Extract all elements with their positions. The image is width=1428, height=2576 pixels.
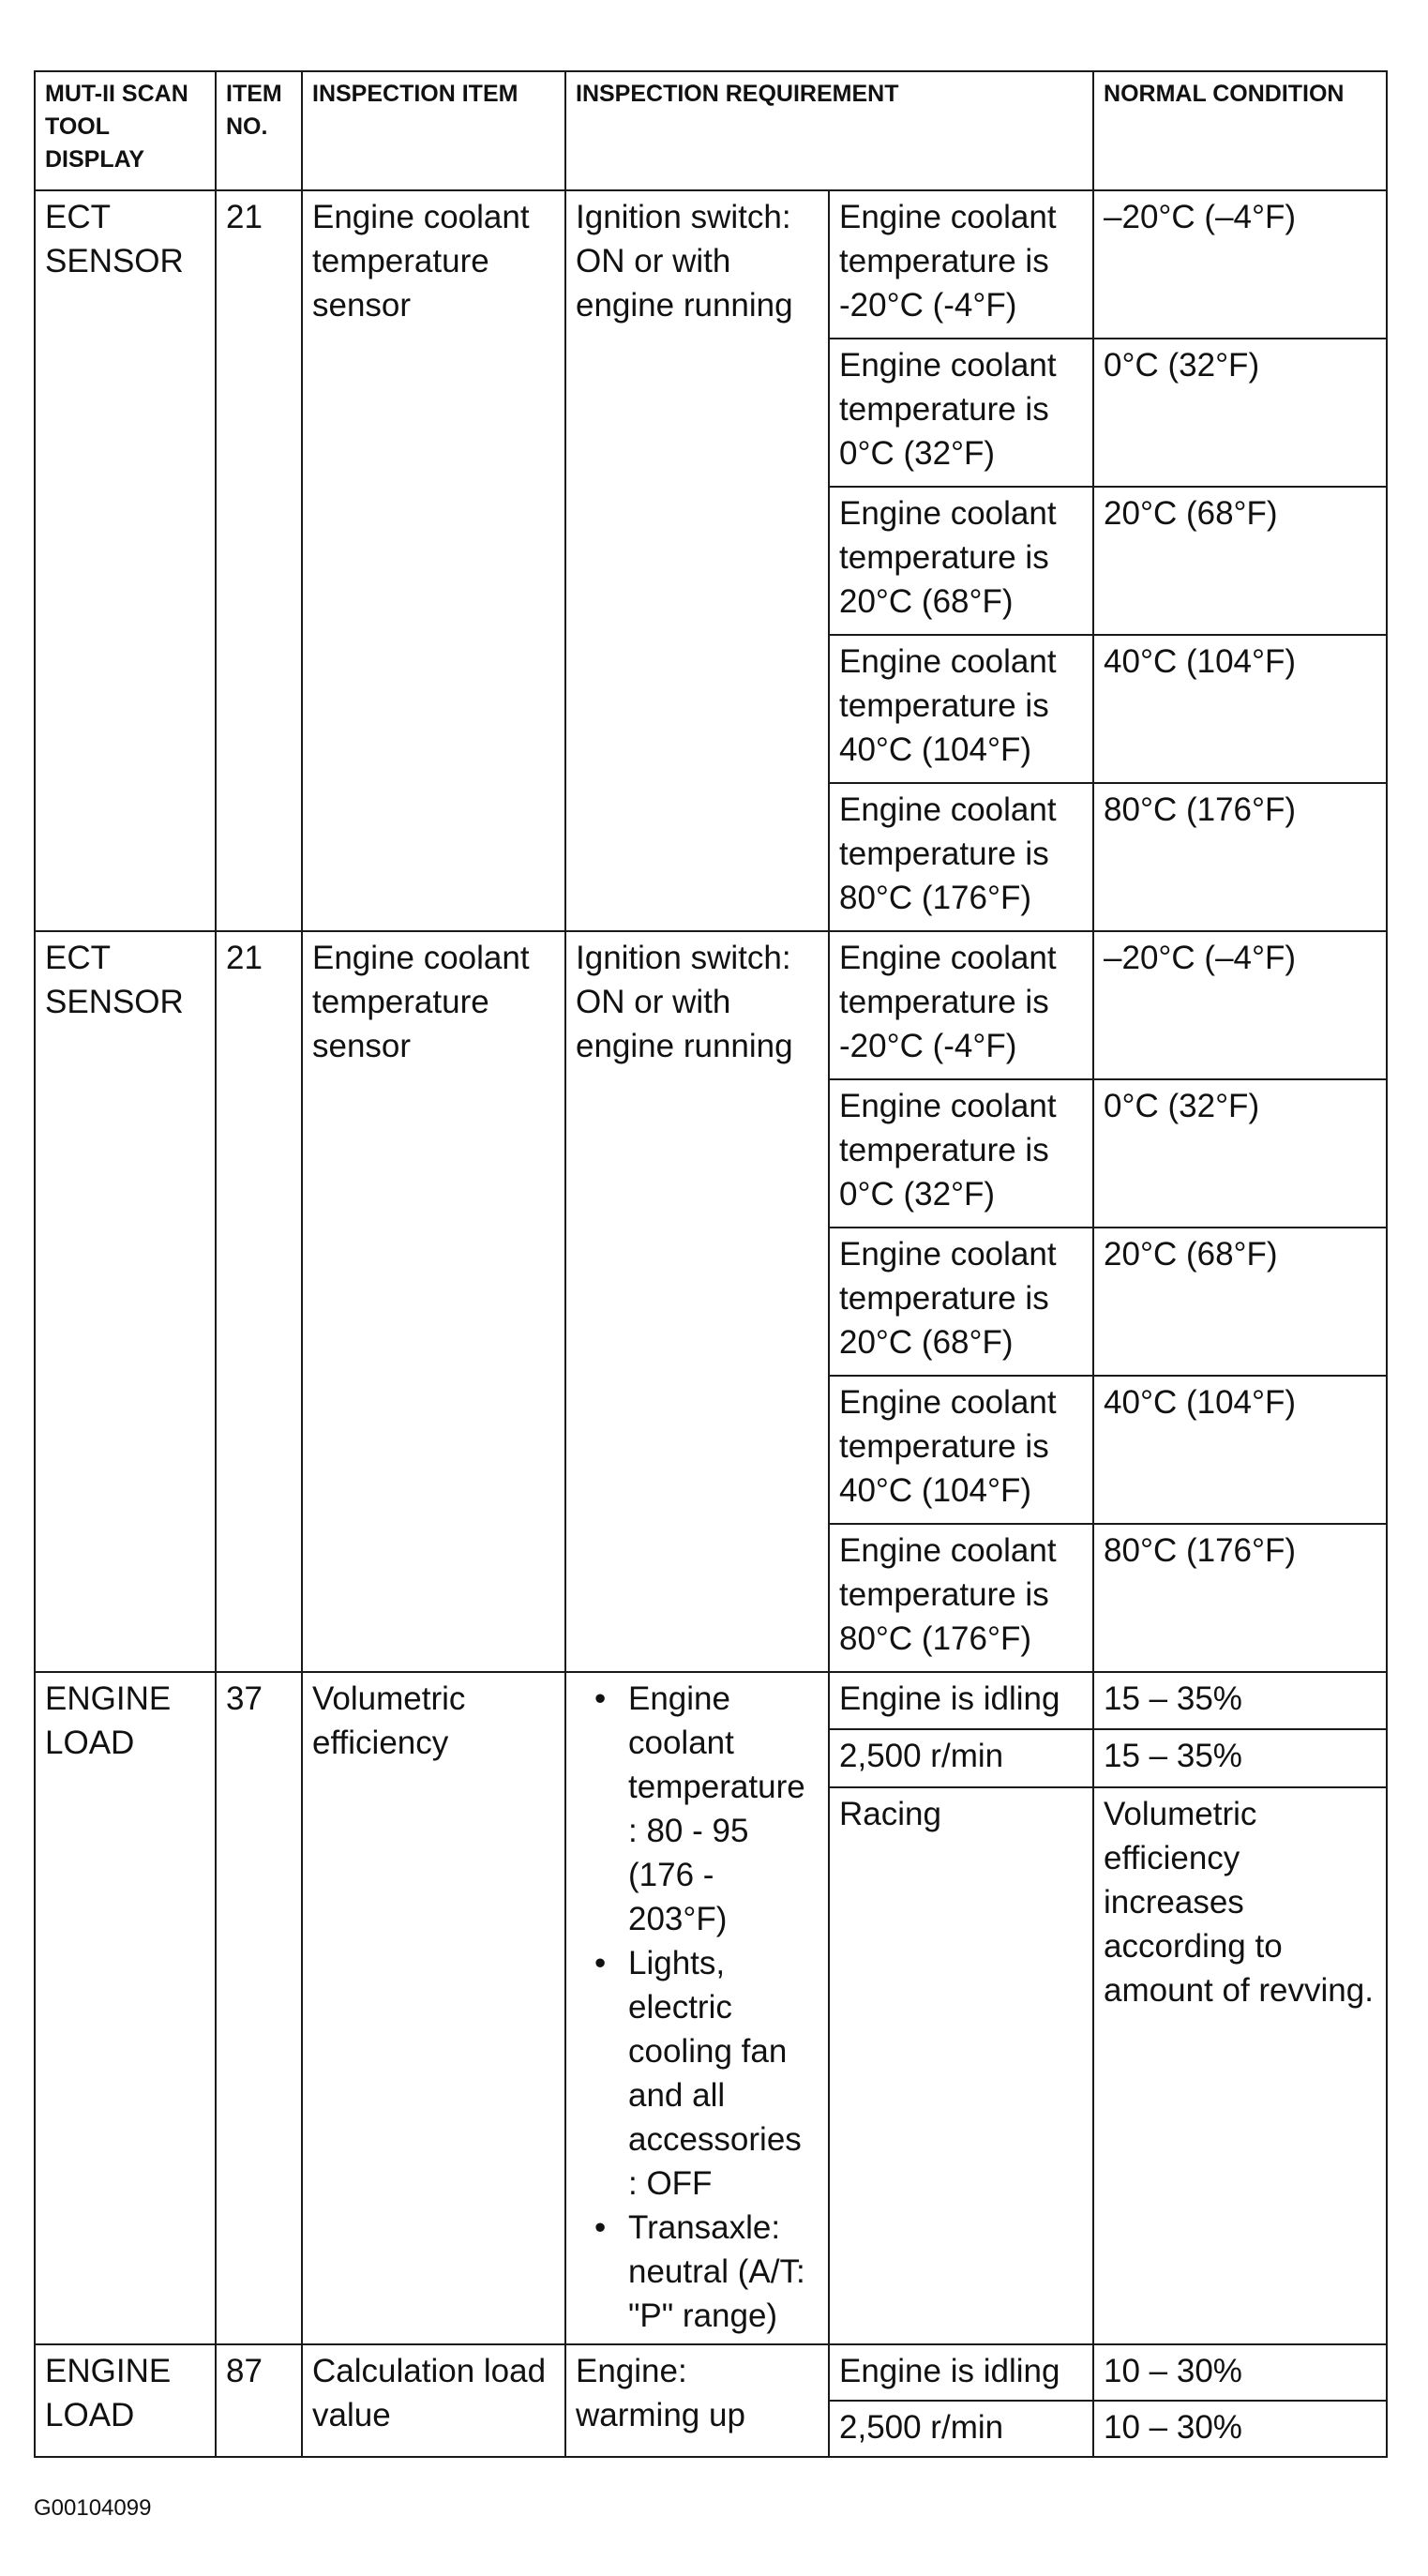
display-cell: ECT SENSOR [35, 931, 216, 1672]
table-row [35, 1672, 1387, 1729]
header-display: MUT-II SCAN TOOL DISPLAY [35, 71, 216, 190]
condition-cell: Engine coolant temperature is 20°C (68°F) [829, 1228, 1093, 1376]
condition-cell: Engine coolant temperature is 0°C (32°F) [829, 339, 1093, 487]
condition-cell: 2,500 r/min [829, 2401, 1093, 2457]
normal-cell: 0°C (32°F) [1093, 1079, 1387, 1228]
requirement-bullet: • Engine coolant temperature : 80 - 95 (176 - 203°F) [594, 1677, 819, 1941]
inspection-item-cell: Volumetric efficiency [302, 1672, 565, 2344]
normal-cell: 80°C (176°F) [1093, 1524, 1387, 1672]
condition-cell: 2,500 r/min [829, 1729, 1093, 1786]
normal-cell: 40°C (104°F) [1093, 1376, 1387, 1524]
condition-cell: Engine coolant temperature is 40°C (104°F) [829, 635, 1093, 783]
header-normal-condition: NORMAL CONDITION [1093, 71, 1387, 190]
table-row [35, 190, 1387, 339]
normal-cell: 0°C (32°F) [1093, 339, 1387, 487]
normal-cell: 20°C (68°F) [1093, 487, 1387, 635]
normal-cell: Volumetric efficiency increases according to amount of revving. [1093, 1787, 1387, 2344]
normal-cell: 20°C (68°F) [1093, 1228, 1387, 1376]
item-no-cell: 21 [216, 931, 302, 1672]
normal-cell: 10 – 30% [1093, 2344, 1387, 2401]
requirement-bullet: • Lights, electric cooling fan and all accessories : OFF [594, 1941, 819, 2206]
condition-cell: Engine coolant temperature is 0°C (32°F) [829, 1079, 1093, 1228]
requirement-cell [565, 1672, 829, 2344]
normal-cell: –20°C (–4°F) [1093, 931, 1387, 1079]
table-row [35, 931, 1387, 1079]
inspection-table [34, 70, 1388, 2458]
display-cell: ECT SENSOR [35, 190, 216, 931]
item-no-cell: 37 [216, 1672, 302, 2344]
condition-cell: Engine coolant temperature is 80°C (176°F) [829, 783, 1093, 931]
condition-cell: Racing [829, 1787, 1093, 2344]
inspection-item-cell: Calculation load value [302, 2344, 565, 2457]
header-inspection-item: INSPECTION ITEM [302, 71, 565, 190]
requirement-cell: Engine: warming up [565, 2344, 829, 2457]
normal-cell: 40°C (104°F) [1093, 635, 1387, 783]
header-inspection-requirement: INSPECTION REQUIREMENT [565, 71, 1093, 190]
condition-cell: Engine coolant temperature is -20°C (-4°F) [829, 931, 1093, 1079]
condition-cell: Engine is idling [829, 2344, 1093, 2401]
item-no-cell: 21 [216, 190, 302, 931]
requirement-bullet-list [576, 1677, 819, 2338]
condition-cell: Engine is idling [829, 1672, 1093, 1729]
normal-cell: 15 – 35% [1093, 1672, 1387, 1729]
normal-cell: 10 – 30% [1093, 2401, 1387, 2457]
normal-cell: 80°C (176°F) [1093, 783, 1387, 931]
header-item-no: ITEM NO. [216, 71, 302, 190]
requirement-cell: Ignition switch: ON or with engine running [565, 190, 829, 931]
condition-cell: Engine coolant temperature is 40°C (104°F) [829, 1376, 1093, 1524]
header-row [35, 71, 1387, 190]
item-no-cell: 87 [216, 2344, 302, 2457]
requirement-cell: Ignition switch: ON or with engine running [565, 931, 829, 1672]
condition-cell: Engine coolant temperature is 20°C (68°F) [829, 487, 1093, 635]
requirement-bullet: • Transaxle: neutral (A/T: "P" range) [594, 2206, 819, 2338]
display-cell: ENGINE LOAD [35, 1672, 216, 2344]
display-cell: ENGINE LOAD [35, 2344, 216, 2457]
table-row [35, 2344, 1387, 2401]
normal-cell: 15 – 35% [1093, 1729, 1387, 1786]
inspection-item-cell: Engine coolant temperature sensor [302, 931, 565, 1672]
inspection-item-cell: Engine coolant temperature sensor [302, 190, 565, 931]
condition-cell: Engine coolant temperature is 80°C (176°F) [829, 1524, 1093, 1672]
condition-cell: Engine coolant temperature is -20°C (-4°F) [829, 190, 1093, 339]
figure-id: G00104099 [34, 2495, 152, 2521]
normal-cell: –20°C (–4°F) [1093, 190, 1387, 339]
